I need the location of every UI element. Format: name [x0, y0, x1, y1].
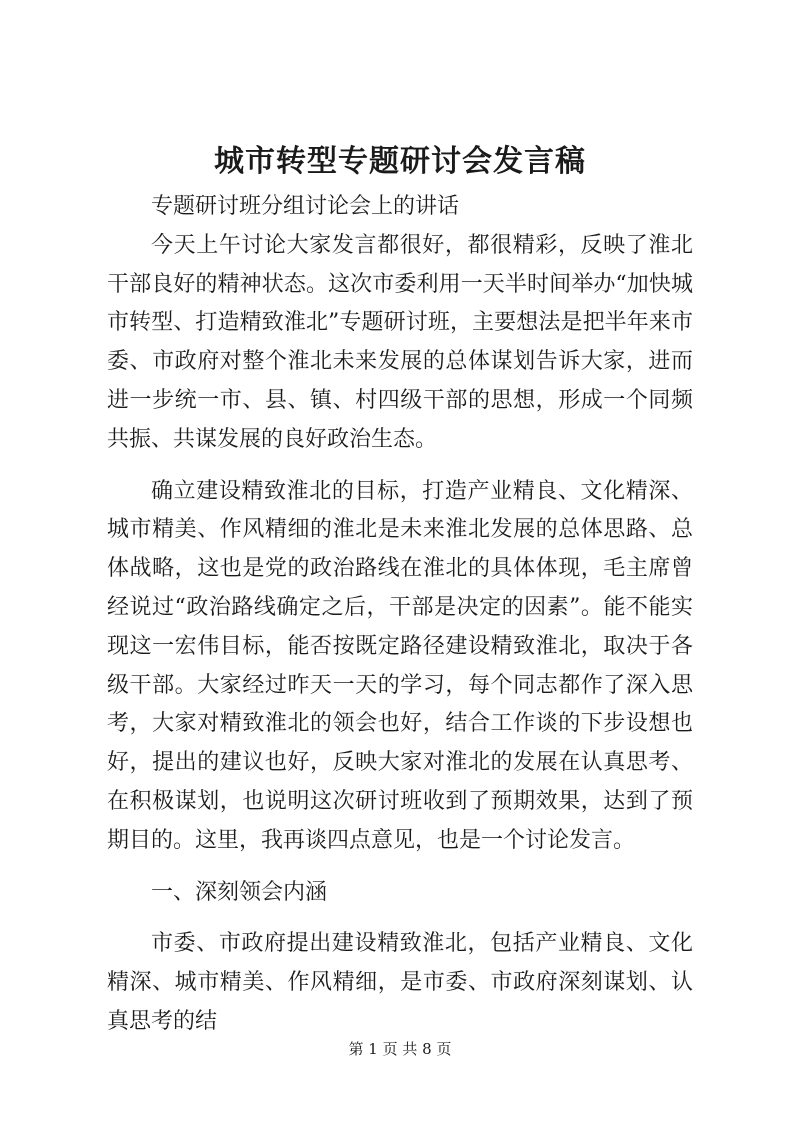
page-footer: 第 1 页 共 8 页	[348, 1040, 452, 1058]
paragraph-spacer	[107, 460, 693, 473]
document-body	[107, 188, 693, 1042]
paragraph-spacer	[107, 912, 693, 925]
section-heading: 一、深刻领会内涵	[151, 879, 328, 905]
document-title: 城市转型专题研讨会发言稿	[214, 144, 586, 179]
subtitle-paragraph: 专题研讨班分组讨论会上的讲话	[151, 194, 460, 219]
body-paragraph-1: 今天上午讨论大家发言都很好，都很精彩，反映了淮北干部良好的精神状态。这次市委利用一天半时间举办“加快城市转型、打造精致淮北”专题研讨班，主要想法是把半年来市委、市政府对整个淮北未来发展的总体谋划告诉大家，进而进一步统一市、县、镇、村四级干部的思想，形成一个同频共振、共谋发展的良好政治生态。	[107, 232, 693, 452]
paragraph-spacer	[107, 861, 693, 874]
body-paragraph-2: 确立建设精致淮北的目标，打造产业精良、文化精深、城市精美、作风精细的淮北是未来淮北发展的总体思路、总体战略，这也是党的政治路线在淮北的具体体现，毛主席曾经说过“政治路线确定之后，干部是决定的因素”。能不能实现这一宏伟目标，能否按既定路径建设精致淮北，取决于各级干部。大家经过昨天一天的学习，每个同志都作了深入思考，大家对精致淮北的领会也好，结合工作谈的下步设想也好，提出的建议也好，反映大家对淮北的发展在认真思考、在积极谋划，也说明这次研讨班收到了预期效果，达到了预期目的。这里，我再谈四点意见，也是一个讨论发言。	[107, 478, 693, 853]
section-paragraph: 市委、市政府提出建设精致淮北，包括产业精良、文化精深、城市精美、作风精细，是市委、市政府深刻谋划、认真思考的结	[107, 931, 693, 1034]
